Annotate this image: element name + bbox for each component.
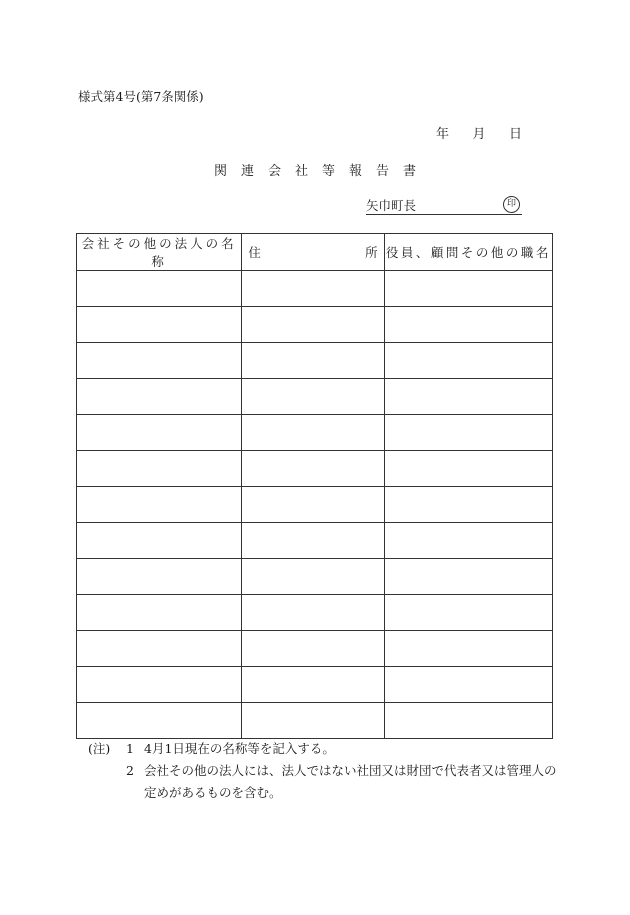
related-company-table (76, 233, 553, 739)
position-cell[interactable] (384, 415, 552, 451)
address-cell[interactable] (242, 379, 384, 415)
table-row (77, 523, 553, 559)
position-cell[interactable] (384, 379, 552, 415)
address-cell[interactable] (242, 667, 384, 703)
seal-mark: 印 (503, 196, 520, 213)
position-cell[interactable] (384, 523, 552, 559)
note-text: 4月1日現在の名称等を記入する。 (144, 741, 335, 756)
header-company-name: 会社その他の法人の名称 (77, 234, 242, 271)
table-row (77, 595, 553, 631)
note-item (88, 738, 558, 760)
header-address (242, 234, 384, 271)
position-cell[interactable] (384, 451, 552, 487)
position-cell[interactable] (384, 703, 552, 739)
position-cell[interactable] (384, 631, 552, 667)
company-name-cell[interactable] (77, 487, 242, 523)
company-name-cell[interactable] (77, 271, 242, 307)
position-cell[interactable] (384, 271, 552, 307)
notes-label: (注) (88, 741, 111, 756)
address-cell[interactable] (242, 271, 384, 307)
header-position: 役員、顧問その他の職名 (384, 234, 552, 271)
company-name-cell[interactable] (77, 379, 242, 415)
address-cell[interactable] (242, 415, 384, 451)
position-cell[interactable] (384, 667, 552, 703)
address-cell[interactable] (242, 451, 384, 487)
company-name-cell[interactable] (77, 667, 242, 703)
table-row (77, 307, 553, 343)
company-name-cell[interactable] (77, 523, 242, 559)
company-name-cell[interactable] (77, 559, 242, 595)
address-cell[interactable] (242, 307, 384, 343)
address-cell[interactable] (242, 487, 384, 523)
company-name-cell[interactable] (77, 343, 242, 379)
note-number: 1 (126, 741, 134, 756)
company-name-cell[interactable] (77, 631, 242, 667)
address-cell[interactable] (242, 703, 384, 739)
company-name-cell[interactable] (77, 415, 242, 451)
form-number: 様式第4号(第7条関係) (78, 89, 204, 104)
table-row (77, 415, 553, 451)
header-address-part2: 所 (365, 245, 378, 260)
table-row (77, 559, 553, 595)
note-text: 会社その他の法人には、法人ではない社団又は財団で代表者又は管理人の定めがあるものを含む。 (144, 763, 557, 800)
date-day-label: 日 (508, 127, 522, 142)
company-name-cell[interactable] (77, 595, 242, 631)
table-row (77, 631, 553, 667)
company-name-cell[interactable] (77, 703, 242, 739)
note-number: 2 (126, 763, 134, 778)
table-row (77, 667, 553, 703)
position-cell[interactable] (384, 559, 552, 595)
document-title: 関連会社等報告書 (213, 164, 430, 179)
company-name-cell[interactable] (77, 451, 242, 487)
address-cell[interactable] (242, 595, 384, 631)
address-cell[interactable] (242, 523, 384, 559)
table-header-row (77, 234, 553, 271)
table-body (77, 271, 553, 739)
address-cell[interactable] (242, 559, 384, 595)
position-cell[interactable] (384, 595, 552, 631)
table-row (77, 487, 553, 523)
addressee-line (366, 196, 522, 215)
table-row (77, 703, 553, 739)
note-item (88, 760, 558, 804)
position-cell[interactable] (384, 307, 552, 343)
date-fields (436, 123, 522, 142)
date-year-label: 年 (436, 127, 450, 142)
company-name-cell[interactable] (77, 307, 242, 343)
table-row (77, 343, 553, 379)
date-month-label: 月 (472, 127, 486, 142)
position-cell[interactable] (384, 343, 552, 379)
notes-section (88, 738, 558, 804)
address-cell[interactable] (242, 343, 384, 379)
address-cell[interactable] (242, 631, 384, 667)
table-row (77, 451, 553, 487)
table-row (77, 379, 553, 415)
header-address-part1: 住 (248, 245, 261, 260)
position-cell[interactable] (384, 487, 552, 523)
table-row (77, 271, 553, 307)
addressee-name: 矢巾町長 (366, 198, 417, 213)
